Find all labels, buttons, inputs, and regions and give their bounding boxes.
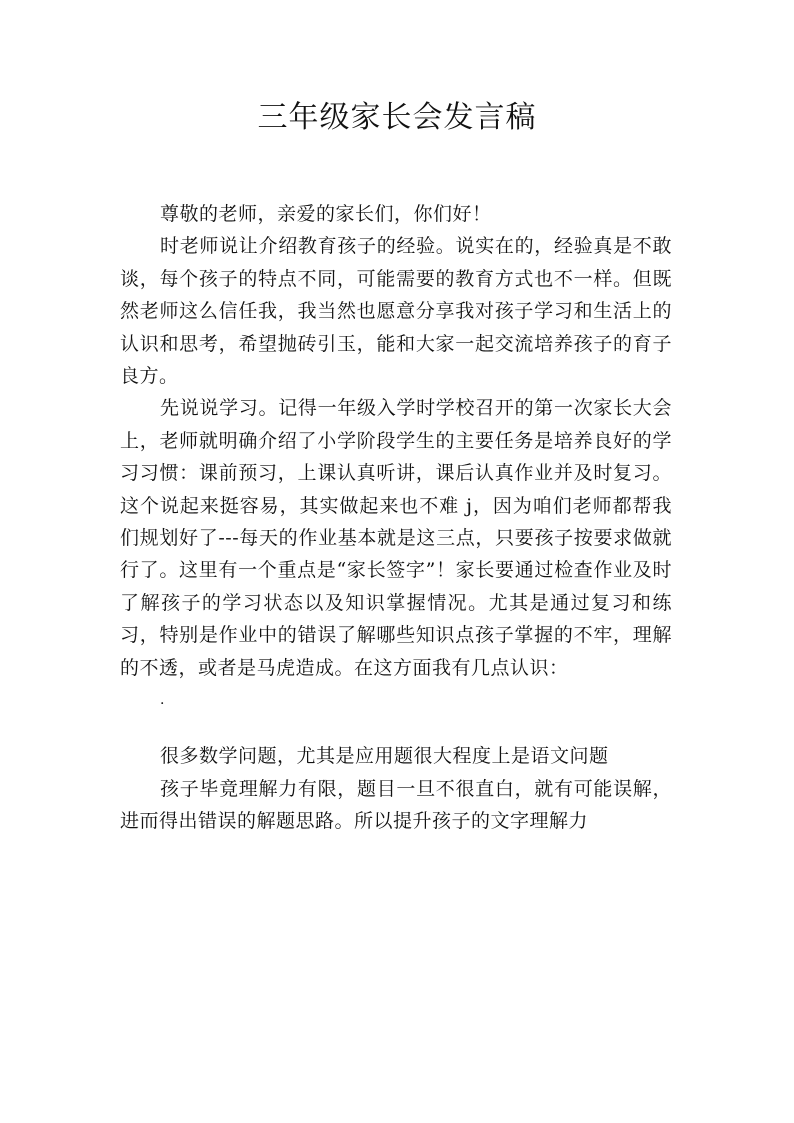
bullet-marker: ·	[160, 696, 165, 713]
document-body	[120, 198, 672, 837]
paragraph-comprehension: 孩子毕竟理解力有限，题目一旦不很直白，就有可能误解，进而得出错误的解题思路。所以提升孩子的文字理解力	[120, 777, 672, 832]
paragraph-greeting: 尊敬的老师，亲爱的家长们，你们好！	[160, 203, 492, 225]
paragraph-introduction: 时老师说让介绍教育孩子的经验。说实在的，经验真是不敢谈，每个孩子的特点不同，可能需要的教育方式也不一样。但既然老师这么信任我，我当然也愿意分享我对孩子学习和生活上的认识和思考，希望抛砖引玉，能和大家一起交流培养孩子的育子良方。	[120, 235, 672, 388]
document-title: 三年级家长会发言稿	[257, 100, 537, 135]
paragraph-study-habits: 先说说学习。记得一年级入学时学校召开的第一次家长大会上，老师就明确介绍了小学阶段学生的主要任务是培养良好的学习习惯：课前预习，上课认真听讲，课后认真作业并及时复习。这个说起来挺容易，其实做起来也不难 j，因为咱们老师都帮我们规划好了---每天的作业基本就是这三点，只要孩子按要求做就行了。这里有一个重点是“家长签字”！家长要通过检查作业及时了解孩子的学习状态以及知识掌握情况。尤其是通过复习和练习，特别是作业中的错误了解哪些知识点孩子掌握的不牢，理解的不透，或者是马虎造成。在这方面我有几点认识：	[120, 397, 672, 679]
paragraph-math-language: 很多数学问题，尤其是应用题很大程度上是语文问题	[160, 745, 609, 768]
